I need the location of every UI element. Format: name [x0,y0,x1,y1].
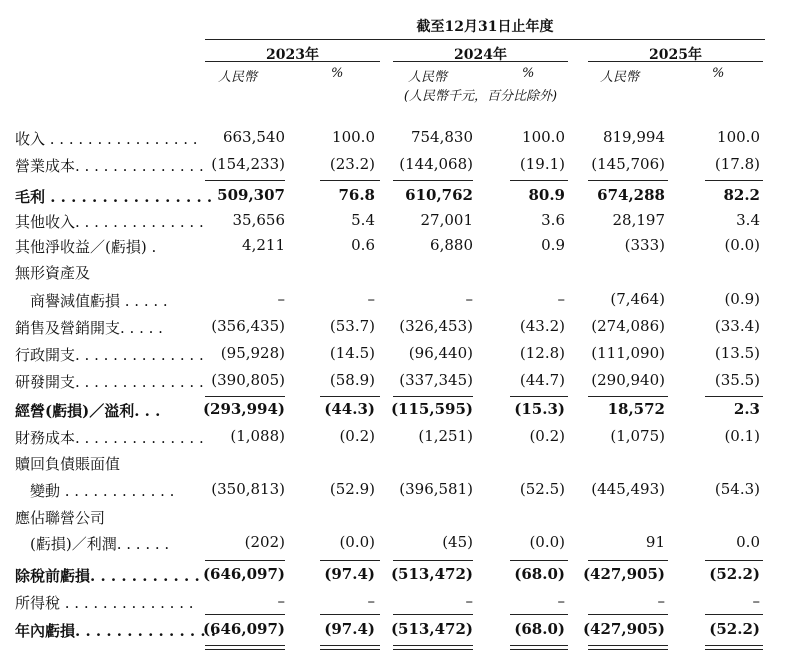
cell-value: (274,086) [591,317,665,335]
cell-value: 100.0 [332,128,375,146]
subtotal-line [510,614,568,615]
subtotal-line [588,560,668,561]
row-label: 商譽減值虧損 . . . . . [30,292,168,310]
period-header: 截至12月31日止年度 [416,19,554,35]
row-label: (虧損)／利潤. . . . . . [30,535,170,553]
cell-value: 819,994 [602,128,665,146]
subtotal-line [205,396,285,397]
total-double-line [393,645,473,650]
table-row [0,565,785,591]
cell-value: (154,233) [211,155,285,173]
total-double-line [205,645,285,650]
row-label: 營業成本. . . . . . . . . . . . . . [15,157,204,175]
table-row [0,155,785,181]
cell-value: (390,805) [211,371,285,389]
cell-value: – [367,592,375,610]
table-row [0,262,785,288]
cell-value: (68.0) [514,565,565,583]
cell-value: (7,464) [610,290,665,308]
total-double-line [588,645,668,650]
year-2024-header: 2024年 [454,47,507,63]
row-label: 所得稅 . . . . . . . . . . . . . . [15,594,194,612]
subtotal-line [588,614,668,615]
cell-value: – [465,592,473,610]
total-double-line [320,645,380,650]
cell-value: (58.9) [329,371,375,389]
cell-value: (396,581) [399,480,473,498]
table-row [0,344,785,370]
table-row [0,290,785,316]
cell-value: (111,090) [591,344,665,362]
subtotal-line [393,180,473,181]
subtotal-line [705,180,763,181]
row-label: 無形資產及 [15,264,91,282]
table-row [0,236,785,262]
total-double-line [510,645,568,650]
cell-value: (0.0) [724,236,760,254]
total-double-line [705,645,763,650]
cell-value: (0.1) [724,427,760,445]
cell-value: (326,453) [399,317,473,335]
cell-value: (43.2) [519,317,565,335]
cell-value: (427,905) [582,620,665,638]
subtotal-line [393,614,473,615]
cell-value: (0.2) [339,427,375,445]
table-row [0,211,785,237]
cell-value: (53.7) [329,317,375,335]
subtotal-line [205,614,285,615]
row-label: 贖回負債賬面值 [15,455,121,473]
cell-value: (356,435) [211,317,285,335]
table-row [0,186,785,212]
cell-value: (115,595) [390,400,473,418]
percent-2024: % [522,66,535,81]
table-row [0,453,785,479]
cell-value: 80.9 [528,186,565,204]
cell-value: (445,493) [591,480,665,498]
cell-value: (14.5) [329,344,375,362]
subtotal-line [588,180,668,181]
subtotal-line [510,180,568,181]
cell-value: (1,251) [418,427,473,445]
cell-value: 4,211 [242,236,285,254]
cell-value: – [367,290,375,308]
subtotal-line [320,396,380,397]
table-row [0,371,785,397]
cell-value: 35,656 [232,211,285,229]
cell-value: 100.0 [522,128,565,146]
subtotal-line [705,396,763,397]
subtotal-line [393,560,473,561]
cell-value: – [277,592,285,610]
table-row [0,317,785,343]
cell-value: 27,001 [420,211,473,229]
cell-value: 6,880 [430,236,473,254]
row-label: 經營(虧損)／溢利. . . [15,402,161,420]
row-label: 研發開支. . . . . . . . . . . . . . [15,373,204,391]
subtotal-line [510,560,568,561]
cell-value: (290,940) [591,371,665,389]
cell-value: (333) [624,236,665,254]
cell-value: 76.8 [338,186,375,204]
cell-value: (17.8) [714,155,760,173]
row-label: 其他淨收益／(虧損) . [15,238,157,256]
cell-value: (12.8) [519,344,565,362]
cell-value: – [557,290,565,308]
year-2025-header: 2025年 [649,47,702,63]
year-2024-underline [393,61,568,62]
cell-value: (52.2) [709,565,760,583]
row-label: 應佔聯營公司 [15,509,106,527]
cell-value: (0.0) [339,533,375,551]
cell-value: (97.4) [324,565,375,583]
cell-value: (95,928) [220,344,285,362]
unit-note: (人民幣千元，百分比除外) [403,89,558,104]
currency-2025: 人民幣 [600,70,640,85]
subtotal-line [320,560,380,561]
subtotal-line [320,180,380,181]
cell-value: – [277,290,285,308]
cell-value: (513,472) [390,620,473,638]
table-row [0,533,785,559]
currency-2024: 人民幣 [408,70,448,85]
row-label: 收入 . . . . . . . . . . . . . . . . [15,130,198,148]
cell-value: (97.4) [324,620,375,638]
cell-value: (52.5) [519,480,565,498]
cell-value: – [752,592,760,610]
cell-value: (646,097) [202,565,285,583]
cell-value: (144,068) [399,155,473,173]
cell-value: 663,540 [222,128,285,146]
cell-value: (52.2) [709,620,760,638]
table-row [0,507,785,533]
table-row [0,480,785,506]
cell-value: – [557,592,565,610]
subtotal-line [393,396,473,397]
cell-value: 674,288 [597,186,665,204]
cell-value: (19.1) [519,155,565,173]
subtotal-line [705,614,763,615]
cell-value: (45) [442,533,473,551]
cell-value: 18,572 [607,400,665,418]
cell-value: (350,813) [211,480,285,498]
row-label: 其他收入. . . . . . . . . . . . . . [15,213,204,231]
percent-2025: % [712,66,725,81]
cell-value: 0.6 [351,236,375,254]
cell-value: (145,706) [591,155,665,173]
cell-value: 3.6 [541,211,565,229]
cell-value: (0.2) [529,427,565,445]
cell-value: 91 [645,533,665,551]
cell-value: 509,307 [217,186,285,204]
cell-value: 3.4 [736,211,760,229]
subtotal-line [510,396,568,397]
cell-value: – [465,290,473,308]
percent-2023: % [331,66,344,81]
cell-value: 754,830 [410,128,473,146]
cell-value: (0.0) [529,533,565,551]
subtotal-line [205,180,285,181]
row-label: 年內虧損. . . . . . . . . . . . . . [15,622,216,640]
year-2023-header: 2023年 [266,47,319,63]
cell-value: (293,994) [202,400,285,418]
row-label: 銷售及營銷開支. . . . . [15,319,163,337]
cell-value: (35.5) [714,371,760,389]
cell-value: (202) [244,533,285,551]
cell-value: (513,472) [390,565,473,583]
cell-value: (337,345) [399,371,473,389]
cell-value: (646,097) [202,620,285,638]
cell-value: (52.9) [329,480,375,498]
cell-value: (427,905) [582,565,665,583]
cell-value: (1,075) [610,427,665,445]
currency-2023: 人民幣 [218,70,258,85]
cell-value: (44.7) [519,371,565,389]
table-row [0,400,785,426]
cell-value: (54.3) [714,480,760,498]
subtotal-line [320,614,380,615]
cell-value: 5.4 [351,211,375,229]
cell-value: 28,197 [612,211,665,229]
cell-value: (13.5) [714,344,760,362]
table-row [0,427,785,453]
period-underline [205,39,765,40]
year-2023-underline [205,61,380,62]
cell-value: – [657,592,665,610]
cell-value: (0.9) [724,290,760,308]
row-label: 變動 . . . . . . . . . . . . [30,482,175,500]
cell-value: 0.9 [541,236,565,254]
row-label: 財務成本. . . . . . . . . . . . . . [15,429,204,447]
cell-value: 610,762 [405,186,473,204]
table-row [0,620,785,646]
cell-value: 0.0 [736,533,760,551]
subtotal-line [588,396,668,397]
cell-value: (15.3) [514,400,565,418]
row-label: 行政開支. . . . . . . . . . . . . . [15,346,204,364]
row-label: 除稅前虧損. . . . . . . . . . . [15,567,200,585]
cell-value: (96,440) [408,344,473,362]
cell-value: 82.2 [723,186,760,204]
cell-value: (68.0) [514,620,565,638]
cell-value: 100.0 [717,128,760,146]
cell-value: (23.2) [329,155,375,173]
row-label: 毛利 . . . . . . . . . . . . . . . . [15,188,213,206]
cell-value: (1,088) [230,427,285,445]
cell-value: 2.3 [733,400,760,418]
year-2025-underline [588,61,763,62]
table-row [0,128,785,154]
subtotal-line [705,560,763,561]
cell-value: (33.4) [714,317,760,335]
subtotal-line [205,560,285,561]
cell-value: (44.3) [324,400,375,418]
